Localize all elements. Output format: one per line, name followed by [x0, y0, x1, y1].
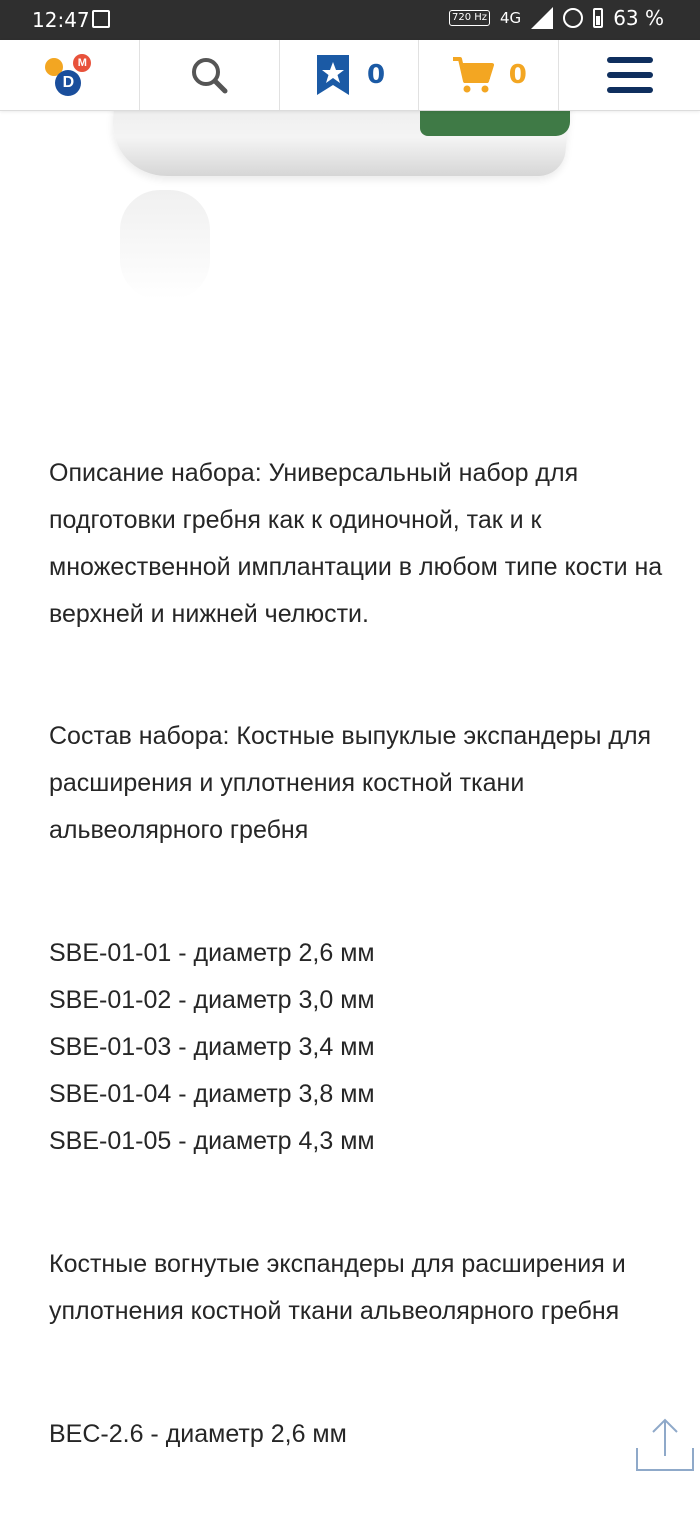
menu-button[interactable]: [559, 40, 700, 110]
alarm-icon: [563, 8, 583, 28]
cart-button[interactable]: [419, 40, 559, 110]
network-type: 4G: [500, 9, 522, 27]
product-reflection: [120, 190, 210, 300]
concave-expanders-list: [49, 1411, 669, 1458]
battery-level: 63 %: [613, 6, 664, 30]
logo-letter-d: D: [55, 70, 81, 96]
list-item: SBE-01-02 - диаметр 3,0 мм: [49, 986, 375, 1014]
battery-icon: [593, 8, 603, 28]
logo-letter-m: M: [73, 54, 91, 72]
gallery-notification-icon: [92, 10, 110, 28]
hamburger-menu-icon: [607, 57, 653, 93]
signal-icon: [531, 7, 553, 29]
scroll-to-top-button[interactable]: [634, 1414, 696, 1472]
cart-icon: [451, 55, 495, 95]
product-description: [49, 450, 669, 1458]
favorites-count: 0: [366, 60, 386, 90]
arrow-up-icon: [634, 1414, 696, 1472]
list-item: SBE-01-03 - диаметр 3,4 мм: [49, 1033, 375, 1061]
composition-text: Состав набора: Костные выпуклые экспандеры для расширения и уплотнения костной ткани альвеолярного гребня: [49, 722, 652, 844]
app-header: [0, 40, 700, 111]
list-item: SBE-01-05 - диаметр 4,3 мм: [49, 1127, 375, 1155]
search-button[interactable]: [140, 40, 280, 110]
description-text: Описание набора: Универсальный набор для подготовки гребня как к одиночной, так и к множественной имплантации в любом типе кости на верхней и нижней челюсти.: [49, 459, 663, 628]
list-item: BEC-2.6 - диаметр 2,6 мм: [49, 1420, 347, 1448]
status-indicators: [449, 6, 664, 30]
cart-count: 0: [508, 60, 527, 90]
logo: [39, 50, 99, 100]
concave-heading: Костные вогнутые экспандеры для расширения и уплотнения костной ткани альвеолярного гребня: [49, 1250, 626, 1325]
bookmark-star-icon: [313, 53, 353, 97]
list-item: SBE-01-01 - диаметр 2,6 мм: [49, 939, 375, 967]
search-icon: [189, 55, 229, 95]
favorites-button[interactable]: [280, 40, 420, 110]
convex-expanders-list: [49, 930, 669, 1165]
list-item: SBE-01-04 - диаметр 3,8 мм: [49, 1080, 375, 1108]
status-time: 12:47: [32, 8, 90, 32]
status-bar: [0, 0, 700, 40]
hd-badge: 720 Hz: [449, 10, 490, 26]
logo-button[interactable]: [0, 40, 140, 110]
product-image: [90, 80, 610, 300]
